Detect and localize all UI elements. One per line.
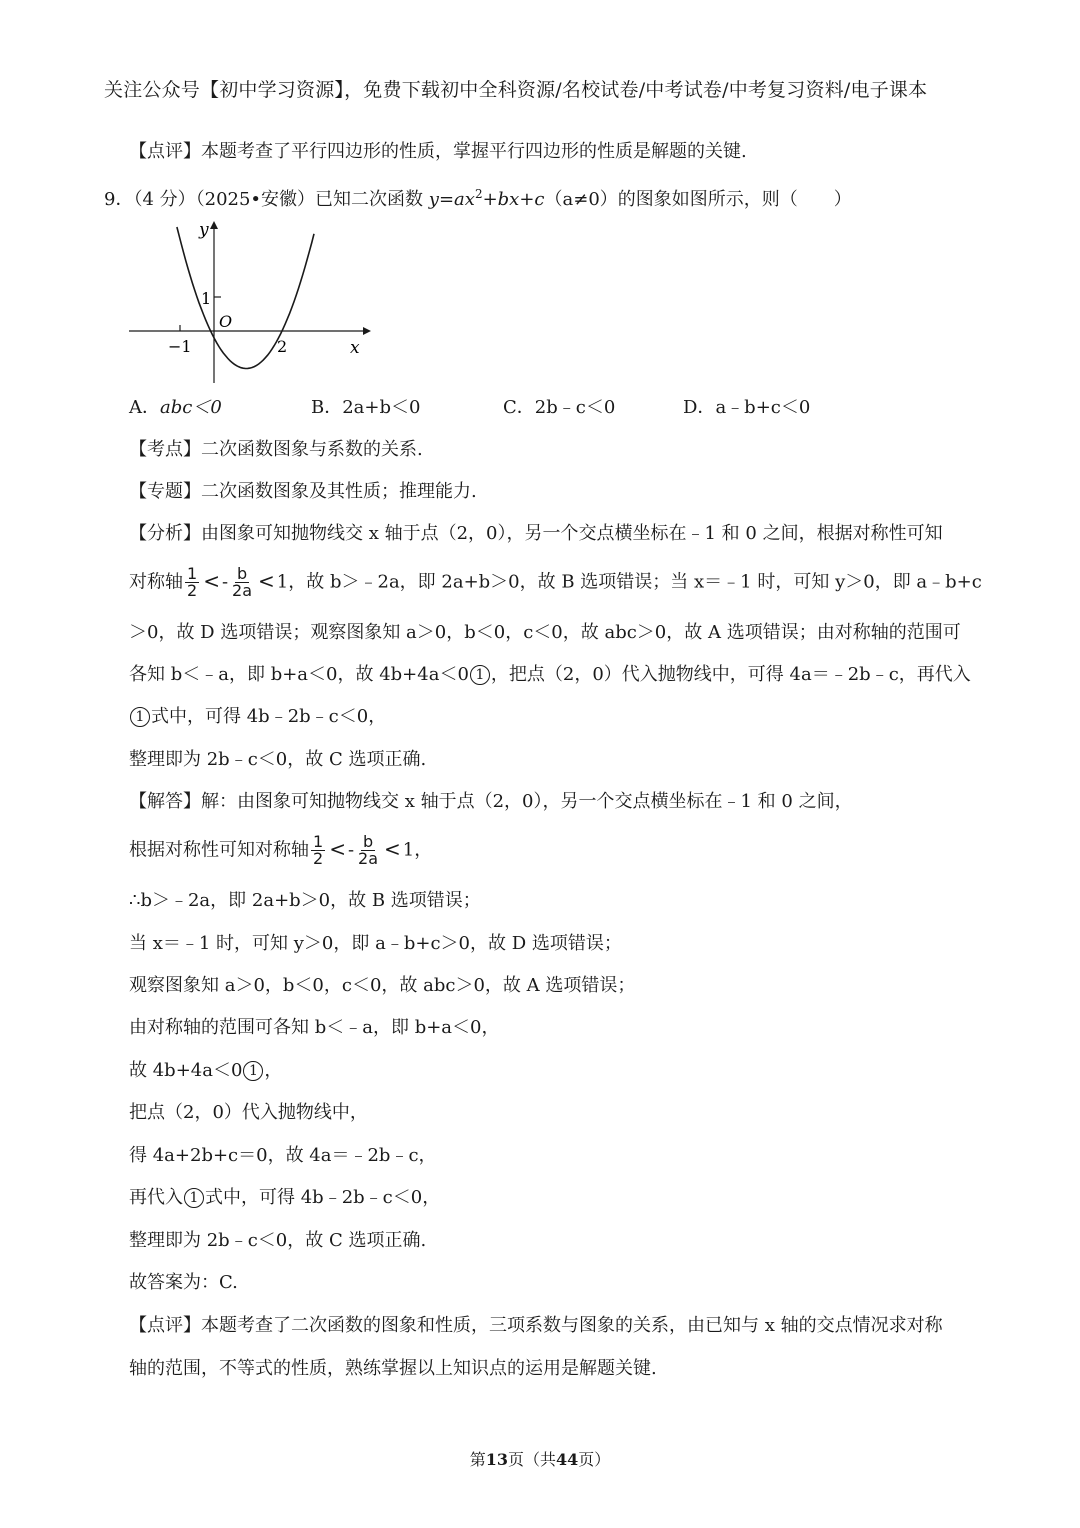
dianping-line-2: 轴的范围，不等式的性质，熟练掌握以上知识点的运用是解题关键. — [129, 1358, 657, 1379]
eq-y: y — [428, 189, 439, 210]
origin-label: O — [219, 312, 233, 331]
option-c: C．2b﹣c＜0 — [503, 397, 616, 418]
parabola-curve — [177, 227, 314, 369]
comment-text: 本题考查了平行四边形的性质，掌握平行四边形的性质是解题的关键. — [201, 141, 747, 162]
fenxi-line-2: 对称轴 $\frac{1}{2}$ < - $\frac{b}{2a}$ < 1，故 b＞﹣2a，即 2a+b＞0，故 B 选项错误；当 x＝﹣1 时，可知 y＞0，即 a﹣b+c — [129, 564, 982, 600]
circled-one: 1 — [130, 707, 150, 727]
jieda-line-10: 再代入 1 式中，可得 4b﹣2b﹣c＜0， — [129, 1187, 441, 1208]
tick-label-x2: 2 — [277, 337, 288, 356]
fenxi-line-4: 各知 b＜﹣a，即 b+a＜0，故 4b+4a＜0 1 ，把点（2，0）代入抛物线中，可得 4a＝﹣2b﹣c，再代入 — [129, 664, 971, 685]
y-axis-arrow — [210, 221, 218, 229]
page-footer: 第13页（共44页） — [469, 1450, 611, 1469]
eq-condition: （a≠0） — [544, 189, 618, 210]
jieda-line-2: 根据对称性可知对称轴 $\frac{1}{2}$ < - $\frac{b}{2a}$ < 1， — [129, 832, 433, 868]
fenxi-line-6: 整理即为 2b﹣c＜0，故 C 选项正确. — [129, 749, 427, 770]
jieda-line-4: 当 x＝﹣1 时，可知 y＞0，即 a﹣b+c＞0，故 D 选项错误； — [129, 933, 622, 954]
fraction-b-over-2a: $\frac{b}{2a}$ — [358, 832, 379, 868]
x-label: x — [350, 338, 360, 358]
jieda-line-7: 故 4b+4a＜0 1 ， — [129, 1060, 283, 1081]
fenxi-line-1: 【分析】由图象可知抛物线交 x 轴于点（2，0），另一个交点横坐标在﹣1 和 0 之间，根据对称性可知 — [129, 523, 943, 544]
eq-rest: +bx+c — [482, 189, 545, 210]
jieda-line-1: 【解答】解：由图象可知抛物线交 x 轴于点（2，0），另一个交点横坐标在﹣1 和 0 之间， — [129, 791, 853, 812]
page-header: 关注公众号【初中学习资源】，免费下载初中全科资源/名校试卷/中考试卷/中考复习资料/电子课本 — [104, 79, 928, 101]
fenxi-line-5: 1 式中，可得 4b﹣2b﹣c＜0， — [129, 704, 386, 730]
question-tail: 的图象如图所示，则（ ） — [617, 189, 852, 210]
jieda-line-12: 故答案为：C. — [129, 1272, 238, 1293]
option-b: B．2a+b＜0 — [311, 397, 421, 418]
page-total: 44 — [556, 1450, 579, 1469]
fraction-b-over-2a: $\frac{b}{2a}$ — [232, 564, 253, 600]
eq-ax: ax — [454, 189, 475, 210]
kaodian-tag: 【考点】 — [129, 439, 201, 460]
eq-eq: = — [438, 189, 455, 210]
x-axis-arrow — [363, 327, 371, 335]
circled-one: 1 — [184, 1188, 204, 1208]
fraction-half: $\frac{1}{2}$ — [313, 832, 324, 868]
option-d: D．a﹣b+c＜0 — [683, 397, 811, 418]
page-number: 13 — [485, 1450, 508, 1469]
dianping-tag: 【点评】 — [129, 1315, 201, 1336]
fenxi-line-3: ＞0，故 D 选项错误；观察图象知 a＞0，b＜0，c＜0，故 abc＞0，故 A 选项错误；由对称轴的范围可 — [129, 622, 961, 643]
zhuanti-tag: 【专题】 — [129, 481, 201, 502]
tick-label-x-1: −1 — [168, 337, 192, 356]
eq-square: 2 — [474, 187, 483, 201]
jieda-line-6: 由对称轴的范围可各知 b＜﹣a，即 b+a＜0， — [129, 1017, 500, 1038]
jieda-line-8: 把点（2，0）代入抛物线中， — [129, 1102, 368, 1123]
jieda-line-3: ∴b＞﹣2a，即 2a+b＞0，故 B 选项错误； — [129, 890, 481, 911]
tick-label-y1: 1 — [201, 289, 212, 308]
question-stem — [104, 181, 852, 213]
jieda-tag: 【解答】 — [129, 791, 201, 812]
kaodian-line — [129, 437, 423, 463]
jieda-line-9: 得 4a+2b+c＝0，故 4a＝﹣2b﹣c， — [129, 1145, 437, 1166]
zhuanti-text: 二次函数图象及其性质；推理能力. — [201, 481, 477, 502]
jieda-line-5: 观察图象知 a＞0，b＜0，c＜0，故 abc＞0，故 A 选项错误； — [129, 975, 636, 996]
circled-one: 1 — [470, 665, 490, 685]
zhuanti-line — [129, 479, 477, 505]
option-a: A．abc＜0 — [129, 397, 222, 418]
fraction-half: $\frac{1}{2}$ — [187, 564, 198, 600]
parabola-graph — [125, 215, 375, 385]
y-label: y — [199, 220, 209, 240]
jieda-line-11: 整理即为 2b﹣c＜0，故 C 选项正确. — [129, 1230, 427, 1251]
kaodian-text: 二次函数图象与系数的关系. — [201, 439, 423, 460]
prev-comment — [129, 139, 747, 165]
comment-tag: 【点评】 — [129, 141, 201, 162]
fenxi-tag: 【分析】 — [129, 523, 201, 544]
dianping-line-1: 【点评】本题考查了二次函数的图象和性质，三项系数与图象的关系，由已知与 x 轴的交点情况求对称 — [129, 1315, 943, 1336]
question-number: 9． — [104, 189, 134, 210]
circled-one: 1 — [243, 1061, 263, 1081]
question-meta: （4 分）（2025•安徽）已知二次函数 — [133, 189, 429, 210]
